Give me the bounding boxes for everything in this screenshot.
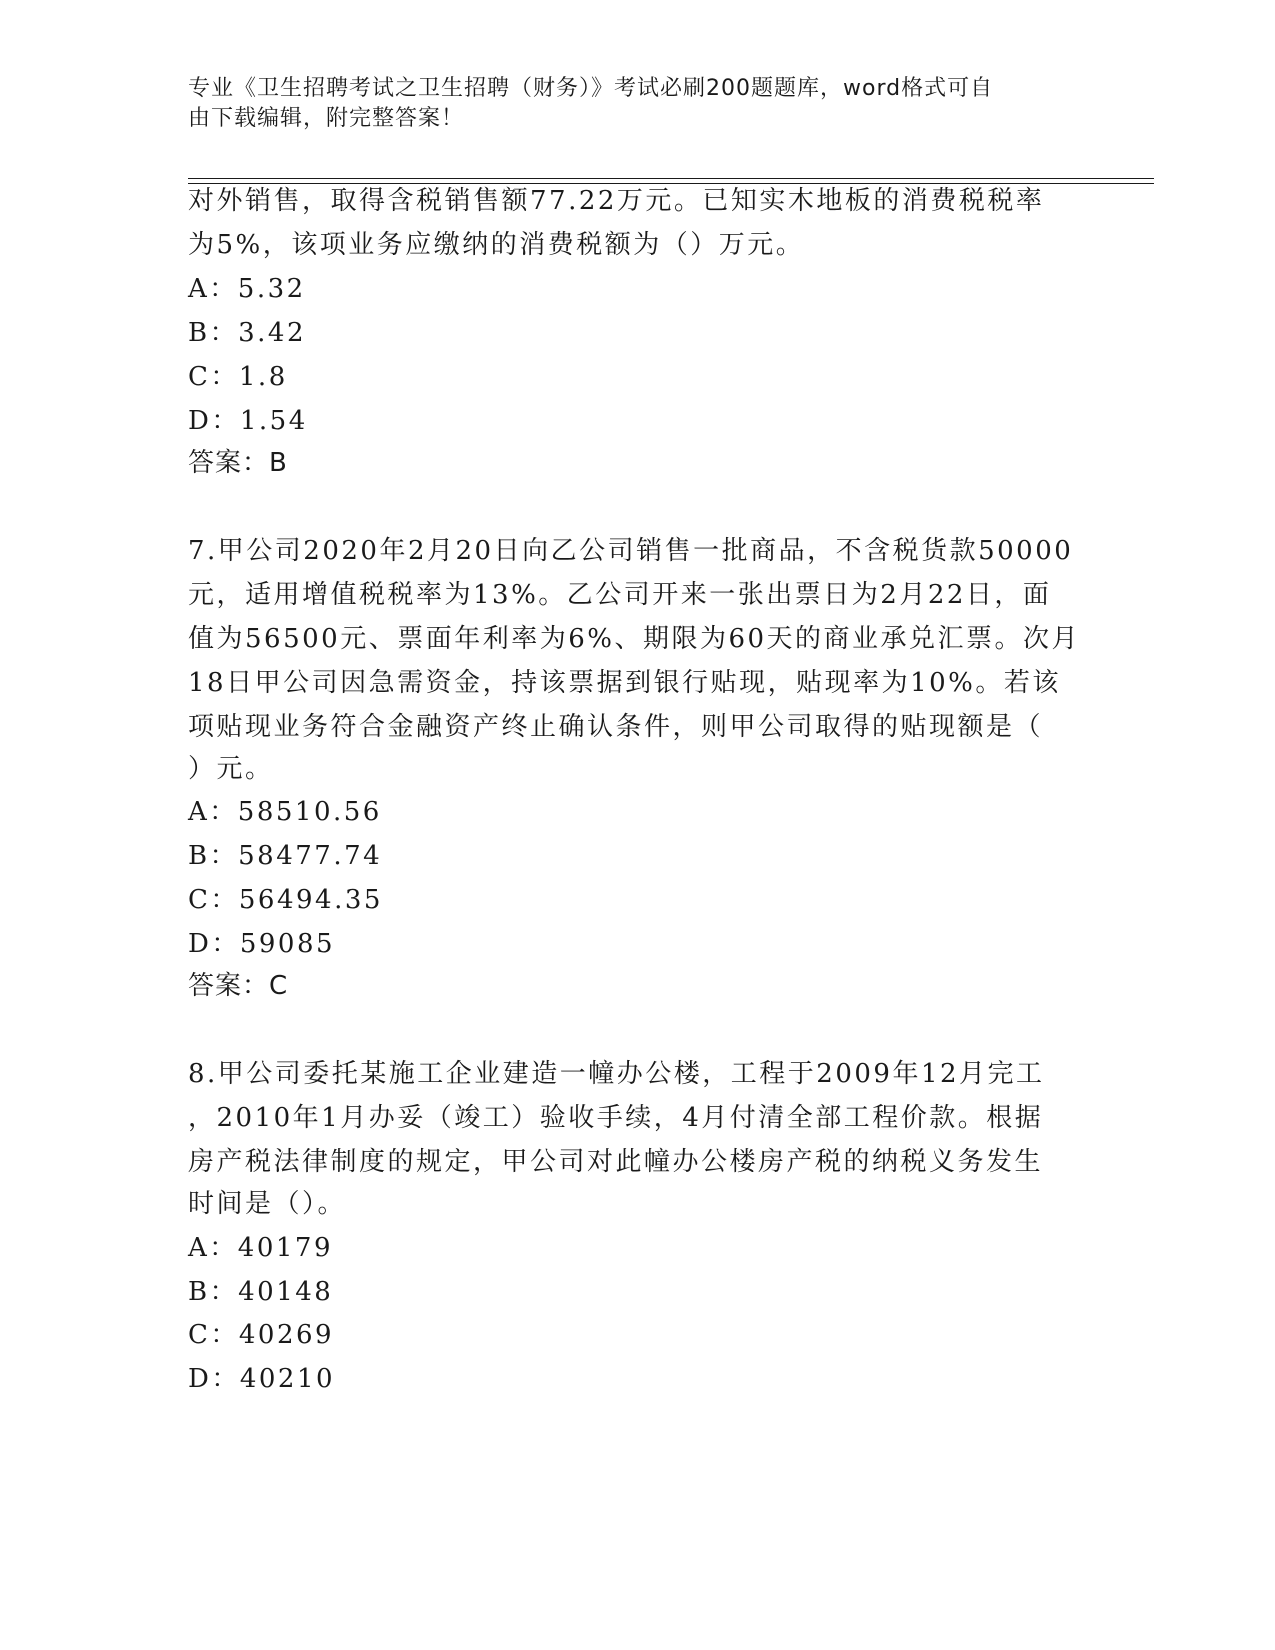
question-8-option-c: C：40269	[188, 1320, 335, 1350]
question-8-stem-line: 房产税法律制度的规定，甲公司对此幢办公楼房产税的纳税义务发生	[188, 1147, 1044, 1177]
question-7-option-c: C：56494.35	[188, 885, 383, 915]
question-7-stem-line: 7.甲公司2020年2月20日向乙公司销售一批商品，不含税货款50000	[188, 536, 1074, 566]
question-6-stem-line: 对外销售，取得含税销售额77.22万元。已知实木地板的消费税税率	[188, 186, 1045, 216]
question-8-option-b: B：40148	[188, 1277, 334, 1307]
header-divider-top	[188, 178, 1154, 179]
question-8-stem-line: 时间是（）。	[188, 1189, 347, 1219]
question-7-stem-line: ）元。	[188, 754, 274, 784]
question-6-stem-line: 为5%，该项业务应缴纳的消费税额为（）万元。	[188, 230, 805, 260]
question-6-answer: 答案：B	[188, 448, 288, 478]
question-6-option-c: C：1.8	[188, 362, 288, 392]
question-7-option-b: B：58477.74	[188, 841, 383, 871]
question-8-stem-line: 8.甲公司委托某施工企业建造一幢办公楼，工程于2009年12月完工	[188, 1059, 1045, 1089]
question-8-stem-line: ，2010年1月办妥（竣工）验收手续，4月付清全部工程价款。根据	[188, 1103, 1044, 1133]
question-7-stem-line: 18日甲公司因急需资金，持该票据到银行贴现，贴现率为10%。若该	[188, 668, 1061, 698]
header-line-1: 专业《卫生招聘考试之卫生招聘（财务）》考试必刷200题题库，word格式可自	[188, 76, 994, 101]
question-6-option-d: D：1.54	[188, 406, 308, 436]
question-6-option-b: B：3.42	[188, 318, 306, 348]
header-line-2: 由下载编辑，附完整答案！	[188, 106, 465, 131]
document-header	[188, 74, 1068, 134]
question-6-option-a: A：5.32	[188, 274, 306, 304]
question-7-option-d: D：59085	[188, 929, 336, 959]
question-8-option-d: D：40210	[188, 1364, 336, 1394]
question-7-stem-line: 值为56500元、票面年利率为6%、期限为60天的商业承兑汇票。次月	[188, 624, 1081, 654]
question-7-stem-line: 元，适用增值税税率为13%。乙公司开来一张出票日为2月22日，面	[188, 580, 1052, 610]
question-7-answer: 答案：C	[188, 971, 289, 1001]
question-7-stem-line: 项贴现业务符合金融资产终止确认条件，则甲公司取得的贴现额是（	[188, 712, 1044, 742]
question-7-option-a: A：58510.56	[188, 797, 382, 827]
question-8-option-a: A：40179	[188, 1233, 333, 1263]
header-divider-bottom	[188, 183, 1154, 184]
